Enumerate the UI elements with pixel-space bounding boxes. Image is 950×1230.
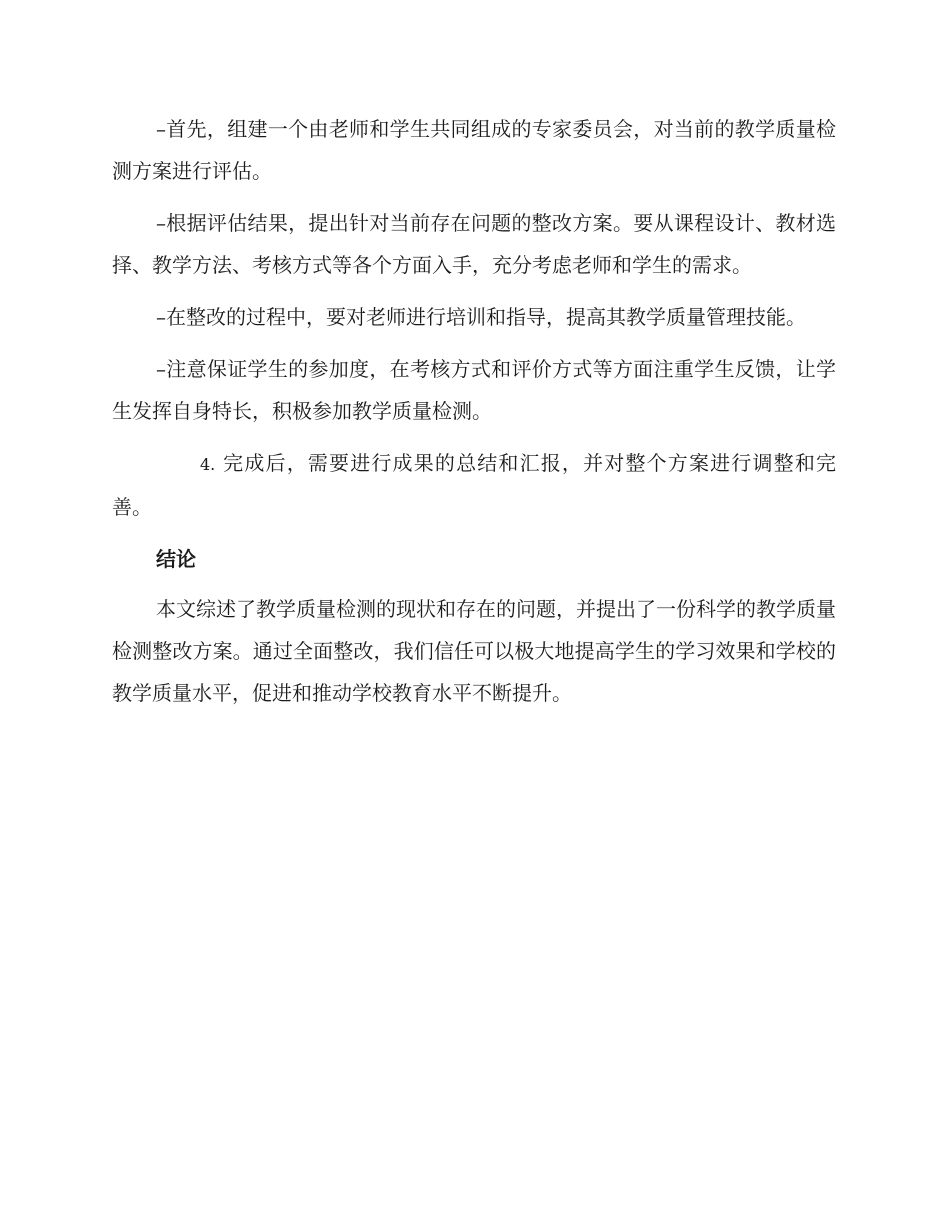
numbered-item-4 <box>112 442 836 528</box>
paragraph-conclusion: 本文综述了教学质量检测的现状和存在的问题，并提出了一份科学的教学质量检测整改方案。通过全面整改，我们信任可以极大地提高学生的学习效果和学校的教学质量水平，促进和推动学校教育水平不断提升。 <box>112 597 836 705</box>
item-number: 4. <box>200 455 216 474</box>
paragraph-form-committee: –首先，组建一个由老师和学生共同组成的专家委员会，对当前的教学质量检测方案进行评估。 <box>112 117 836 183</box>
paragraph-rectification-plan: –根据评估结果，提出针对当前存在问题的整改方案。要从课程设计、教材选择、教学方法、考核方式等各个方面入手，充分考虑老师和学生的需求。 <box>112 211 836 277</box>
paragraph-teacher-training: –在整改的过程中，要对老师进行培训和指导，提高其教学质量管理技能。 <box>156 305 806 329</box>
item-text: 完成后，需要进行成果的总结和汇报，并对整个方案进行调整和完善。 <box>112 451 836 519</box>
document-page <box>112 108 836 724</box>
section-heading-conclusion: 结论 <box>156 547 196 571</box>
paragraph-student-participation: –注意保证学生的参加度，在考核方式和评价方式等方面注重学生反馈，让学生发挥自身特长，积极参加教学质量检测。 <box>112 357 836 423</box>
